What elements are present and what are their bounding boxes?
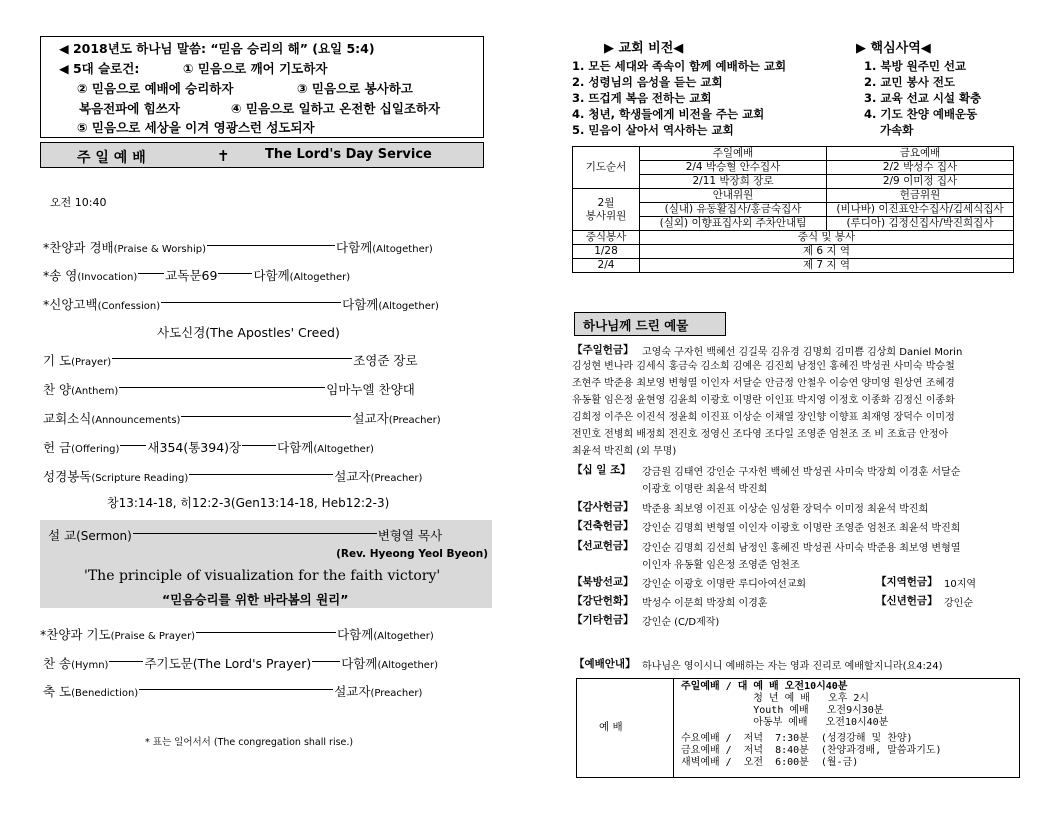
meal-date: 1/28: [573, 245, 640, 259]
pulpit-flowers-names: 박성수 이문희 박장희 이경훈: [642, 598, 768, 609]
closing-row: 축 도(Benediction) 설교자(Preacher): [43, 684, 423, 699]
north-mission-label: 【북방선교】: [572, 576, 634, 588]
closing-row: *찬양과 기도(Praise & Prayer) 다함께(Altogether): [40, 627, 434, 642]
order-row: 찬 양(Anthem) 임마누엘 찬양대: [43, 382, 415, 397]
new-year-offering-label: 【신년헌금】: [876, 595, 938, 607]
friday-prayer-1: 2/2 박성수 집사: [827, 161, 1014, 175]
prayer-order-label: 기도순서: [573, 147, 640, 189]
slogan-2: ② 믿음으로 예배에 승리하자: [77, 81, 234, 96]
building-offering-label: 【건축헌금】: [572, 520, 634, 532]
meal-date: 2/4: [573, 259, 640, 273]
service-schedule-table: [572, 146, 1014, 273]
service-time: 오전 10:40: [50, 196, 107, 209]
worship-times-label-cell: [577, 679, 674, 777]
core-item: 3. 교육 선교 시설 확충: [864, 91, 982, 105]
friday-header: 금요예배: [827, 147, 1014, 161]
meal-header: 중식 및 봉사: [640, 231, 1014, 245]
order-row: *찬양과 경배(Praise & Worship) 다함께(Altogether): [43, 240, 433, 255]
slogan-heading: ◀ 5대 슬로건:: [59, 61, 140, 76]
core-item: 1. 북방 원주민 선교: [864, 59, 967, 73]
tithe-label: 【십 일 조】: [572, 464, 631, 476]
slogan-1: ① 믿음으로 깨어 기도하자: [183, 61, 328, 76]
vision-item: 2. 성령님의 음성을 듣는 교회: [572, 75, 723, 89]
meal-label: 중식봉사: [573, 231, 640, 245]
meal-group: 제 7 지 역: [640, 259, 1014, 273]
tithe-names: 강금원 김태연 강인순 구자헌 백혜선 박성권 사미숙 박장희 이경훈 서달순: [642, 467, 961, 478]
usher-header: 안내위원: [640, 189, 827, 203]
core-item: 4. 기도 찬양 예배운동: [864, 107, 978, 121]
order-row: 헌 금(Offering) 새354(통394)장 다함께(Altogether): [43, 440, 374, 455]
order-row: *송 영(Invocation) 교독문69 다함께(Altogether): [43, 268, 351, 283]
worship-time-row: 새벽예배 / 오전 6:00분 (월-금): [681, 757, 859, 768]
sermon-title-en: 'The principle of visualization for the faith victory': [84, 568, 441, 584]
yearly-motto-box: [40, 36, 484, 138]
worship-time-row: Youth 예배 오전9시30분: [681, 705, 884, 716]
worship-guide-label: 【예배안내】: [574, 658, 636, 670]
sunday-offering-names: 고영숙 구자헌 백혜선 김길묵 김유경 김명희 김미쁨 김상희 Daniel Morin: [642, 347, 963, 358]
offering-1: (비나바) 이진표안수집사/김세식집사: [827, 203, 1014, 217]
volunteer-label: 2월 봉사위원: [573, 189, 640, 231]
sermon-block: [40, 520, 492, 608]
worship-times-box: [576, 678, 1020, 778]
sunday-prayer-1: 2/4 박승혈 안수집사: [640, 161, 827, 175]
sunday-offering-names: 김성현 변나라 김세식 홍금숙 김소희 김예은 김진희 남정인 홍혜진 박성권 사미숙 박승철: [572, 361, 955, 372]
region-offering-label: 【지역헌금】: [876, 576, 938, 588]
usher-2: (실외) 이향표집사외 주차안내팀: [640, 217, 827, 231]
meal-group: 제 6 지 역: [640, 245, 1014, 259]
mission-offering-names: 이인자 유동활 임은정 조영준 엄천조: [642, 560, 800, 571]
slogan-3b: 복음전파에 힘쓰자: [79, 101, 180, 116]
worship-time-row: 주일예배 / 대 예 배 오전10시40분: [681, 681, 848, 692]
sunday-prayer-2: 2/11 박장희 장로: [640, 175, 827, 189]
service-title-ko: 주 일 예 배: [77, 150, 146, 166]
vision-item: 5. 믿음이 살아서 역사하는 교회: [572, 123, 734, 137]
sermon-preacher-en: (Rev. Hyeong Yeol Byeon): [336, 548, 488, 560]
vision-item: 3. 뜨겁게 복음 전하는 교회: [572, 91, 712, 105]
order-row: 기 도(Prayer) 조영준 장로: [43, 353, 418, 368]
service-title-en: The Lord's Day Service: [265, 147, 432, 162]
core-ministry-title: ▶ 핵심사역◀: [856, 41, 931, 56]
friday-prayer-2: 2/9 이미정 집사: [827, 175, 1014, 189]
order-row: 성경봉독(Scripture Reading) 설교자(Preacher): [43, 469, 423, 484]
vision-item: 1. 모든 세대와 족속이 함께 예배하는 교회: [572, 59, 787, 73]
usher-1: (실내) 유동활집사/홍금숙집사: [640, 203, 827, 217]
worship-time-row: 금요예배 / 저녁 8:40분 (찬양과경배, 말씀과기도): [681, 745, 942, 756]
standing-note: * 표는 일어서서 (The congregation shall rise.): [145, 737, 354, 748]
offerings-title-box: [574, 312, 726, 336]
order-row: 교회소식(Announcements) 설교자(Preacher): [43, 411, 441, 426]
worship-time-row: 청 년 예 배 오후 2시: [681, 693, 870, 704]
cross-icon: ✝: [217, 147, 230, 165]
sermon-title-ko: “믿음승리를 위한 바라봄의 원리”: [162, 592, 349, 607]
core-item: 2. 교민 봉사 전도: [864, 75, 956, 89]
other-offering-names: 강인순 (C/D제작): [642, 617, 720, 628]
thanks-offering-names: 박준용 최보영 이진표 이상순 임성환 장덕수 이미정 최윤석 박진희: [642, 504, 929, 515]
tithe-names: 이광호 이명란 최윤석 박진희: [642, 484, 768, 495]
worship-time-row: 아동부 예배 오전10시40분: [681, 717, 889, 728]
slogan-3: ③ 믿음으로 봉사하고: [297, 81, 413, 96]
sunday-offering-names: 최윤석 박진희 (외 무명): [572, 446, 677, 457]
sunday-offering-names: 전민호 전병희 배정희 전진호 정영신 조다영 조다일 조영준 엄천조 조 비 조효금 안정아: [572, 429, 949, 440]
sunday-offering-label: 【주일헌금】: [572, 344, 634, 356]
mission-offering-names: 강인순 김명희 김선희 남정인 홍혜진 박성권 사미숙 박준용 최보영 변형열: [642, 543, 961, 554]
year-word: ◀ 2018년도 하나님 말씀: “믿음 승리의 해” (요일 5:4): [59, 41, 375, 56]
building-offering-names: 강인순 김명희 변형열 이인자 이광호 이명란 조영준 엄천조 최윤석 박진희: [642, 523, 961, 534]
pulpit-flowers-label: 【강단헌화】: [572, 595, 634, 607]
order-row: *신앙고백(Confession) 다함께(Altogether): [43, 297, 439, 312]
thanks-offering-label: 【감사헌금】: [572, 501, 634, 513]
core-item: 가속화: [880, 123, 914, 137]
vision-title: ▶ 교회 비전◀: [604, 41, 684, 56]
slogan-4: ④ 믿음으로 일하고 온전한 십일조하자: [231, 101, 441, 116]
offerings-title: 하나님께 드린 예물: [583, 318, 689, 333]
worship-time-row: 수요예배 / 저녁 7:30분 (성경강해 및 찬양): [681, 733, 913, 744]
scripture-reference: 창13:14-18, 히12:2-3(Gen13:14-18, Heb12:2-3): [107, 496, 390, 510]
sunday-offering-names: 김희정 이주은 이진석 정윤희 이진표 이상순 이채열 장인향 이향표 최재영 장덕수 이미정: [572, 412, 955, 423]
service-title-bar: [40, 142, 484, 168]
sunday-offering-names: 조현주 박준용 최보영 변형열 이인자 서달순 안금정 안철우 이승연 양미영 원상연 조혜경: [572, 378, 955, 389]
worship-guide-verse: 하나님은 영이시니 예배하는 자는 영과 진리로 예배할지니라(요4:24): [642, 661, 943, 672]
worship-times-label: 예 배: [599, 721, 623, 733]
creed: 사도신경(The Apostles' Creed): [157, 325, 340, 340]
mission-offering-label: 【선교헌금】: [572, 540, 634, 552]
region-offering-value: 10지역: [944, 579, 977, 590]
sermon-row: 설 교(Sermon) 변형열 목사: [48, 528, 443, 543]
other-offering-label: 【기타헌금】: [572, 614, 634, 626]
sunday-header: 주일예배: [640, 147, 827, 161]
sunday-offering-names: 유동활 임은정 윤현영 김윤희 이광호 이명란 이인표 박지영 이정호 이종화 김정신 이종화: [572, 395, 955, 406]
closing-row: 찬 송(Hymn) 주기도문(The Lord's Prayer) 다함께(Altogether): [43, 656, 438, 671]
vision-item: 4. 청년, 학생들에게 비전을 주는 교회: [572, 107, 765, 121]
offering-header: 헌금위원: [827, 189, 1014, 203]
offering-2: (루디아) 김정신집사/박진희집사: [827, 217, 1014, 231]
new-year-offering-names: 강인순: [944, 598, 973, 609]
slogan-5: ⑤ 믿음으로 세상을 이겨 영광스런 성도되자: [77, 120, 315, 135]
north-mission-names: 강인순 이광호 이명란 루디아여선교회: [642, 579, 807, 590]
